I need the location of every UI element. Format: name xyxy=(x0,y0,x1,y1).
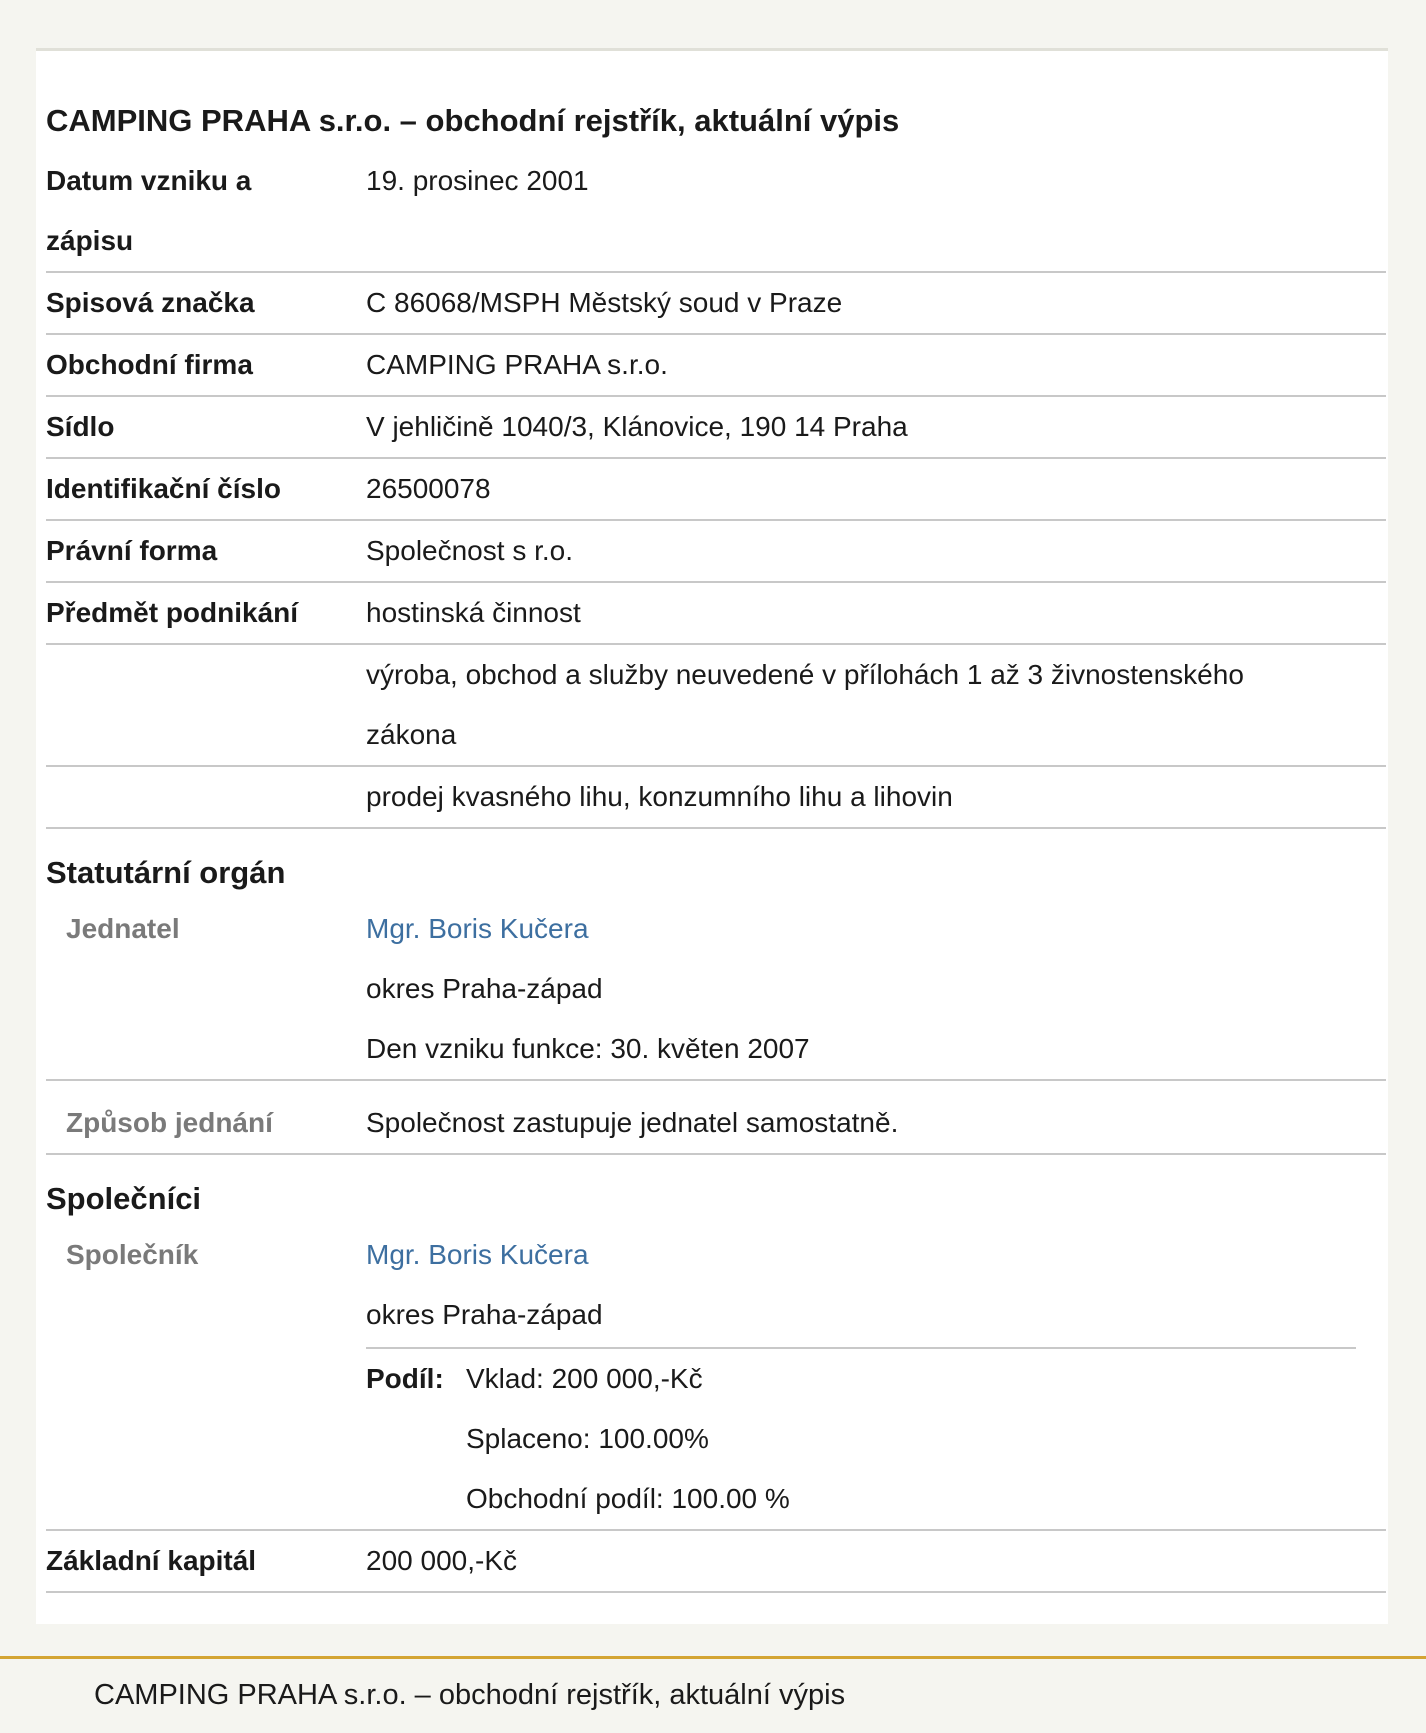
row-value: 19. prosinec 2001 xyxy=(366,165,589,196)
row-label: Společník xyxy=(66,1239,199,1270)
page-footer xyxy=(0,1656,1426,1733)
row-spisova-znacka xyxy=(46,273,1386,335)
share-percentage: Obchodní podíl: 100.00 % xyxy=(466,1483,790,1514)
row-label-empty xyxy=(46,767,366,827)
row-value xyxy=(366,1225,1386,1529)
row-spolecnik xyxy=(46,1225,1386,1531)
page-title: CAMPING PRAHA s.r.o. – obchodní rejstřík, aktuální výpis xyxy=(46,103,900,138)
share-paid: Splaceno: 100.00% xyxy=(466,1423,709,1454)
row-value: prodej kvasného lihu, konzumního lihu a lihovin xyxy=(366,781,953,812)
row-label-empty xyxy=(46,645,366,765)
row-label: Identifikační číslo xyxy=(46,473,281,504)
row-label: Způsob jednání xyxy=(66,1107,273,1138)
row-label: Jednatel xyxy=(66,913,180,944)
row-obchodni-firma xyxy=(46,335,1386,397)
share-values xyxy=(466,1349,790,1529)
row-value: hostinská činnost xyxy=(366,597,581,628)
section-heading-statutarni: Statutární orgán xyxy=(46,855,286,890)
row-value xyxy=(366,899,1386,1079)
row-value: Společnost zastupuje jednatel samostatně. xyxy=(366,1107,899,1138)
row-value: V jehličině 1040/3, Klánovice, 190 14 Praha xyxy=(366,411,908,442)
row-value: CAMPING PRAHA s.r.o. xyxy=(366,349,668,380)
row-predmet-item xyxy=(46,645,1386,767)
register-table xyxy=(46,151,1386,1593)
row-pravni-forma xyxy=(46,521,1386,583)
value-line: výroba, obchod a služby neuvedené v přílohách 1 až 3 živnostenského xyxy=(366,659,1244,690)
row-label: Sídlo xyxy=(46,411,115,442)
register-card xyxy=(36,48,1388,1624)
function-start-date: Den vzniku funkce: 30. květen 2007 xyxy=(366,1033,810,1064)
row-value xyxy=(366,645,1386,765)
label-line-2: zápisu xyxy=(46,225,134,256)
row-label: Základní kapitál xyxy=(46,1545,257,1576)
row-zpusob-jednani xyxy=(46,1081,1386,1155)
row-value: C 86068/MSPH Městský soud v Praze xyxy=(366,287,843,318)
row-label: Spisová značka xyxy=(46,287,255,318)
label-line-1: Datum vzniku a xyxy=(46,165,252,196)
footer-text: CAMPING PRAHA s.r.o. – obchodní rejstřík, aktuální výpis xyxy=(94,1679,846,1711)
row-label xyxy=(46,151,366,271)
row-predmet-podnikani xyxy=(46,583,1386,645)
row-sidlo xyxy=(46,397,1386,459)
person-district: okres Praha-západ xyxy=(366,1299,603,1330)
row-zakladni-kapital xyxy=(46,1531,1386,1593)
row-identifikacni-cislo xyxy=(46,459,1386,521)
row-predmet-item xyxy=(46,767,1386,829)
person-district: okres Praha-západ xyxy=(366,973,603,1004)
row-label: Předmět podnikání xyxy=(46,597,299,628)
row-label: Obchodní firma xyxy=(46,349,253,380)
row-value: Společnost s r.o. xyxy=(366,535,574,566)
row-label: Právní forma xyxy=(46,535,218,566)
share-deposit: Vklad: 200 000,-Kč xyxy=(466,1363,703,1394)
row-jednatel xyxy=(46,899,1386,1081)
row-value: 200 000,-Kč xyxy=(366,1545,517,1576)
share-label: Podíl: xyxy=(366,1363,444,1394)
row-datum-vzniku xyxy=(46,151,1386,273)
person-link[interactable]: Mgr. Boris Kučera xyxy=(366,1239,589,1270)
value-line: zákona xyxy=(366,719,457,750)
share-block xyxy=(366,1347,1356,1529)
row-value: 26500078 xyxy=(366,473,491,504)
person-link[interactable]: Mgr. Boris Kučera xyxy=(366,913,589,944)
section-heading-spolecnici: Společníci xyxy=(46,1181,202,1216)
